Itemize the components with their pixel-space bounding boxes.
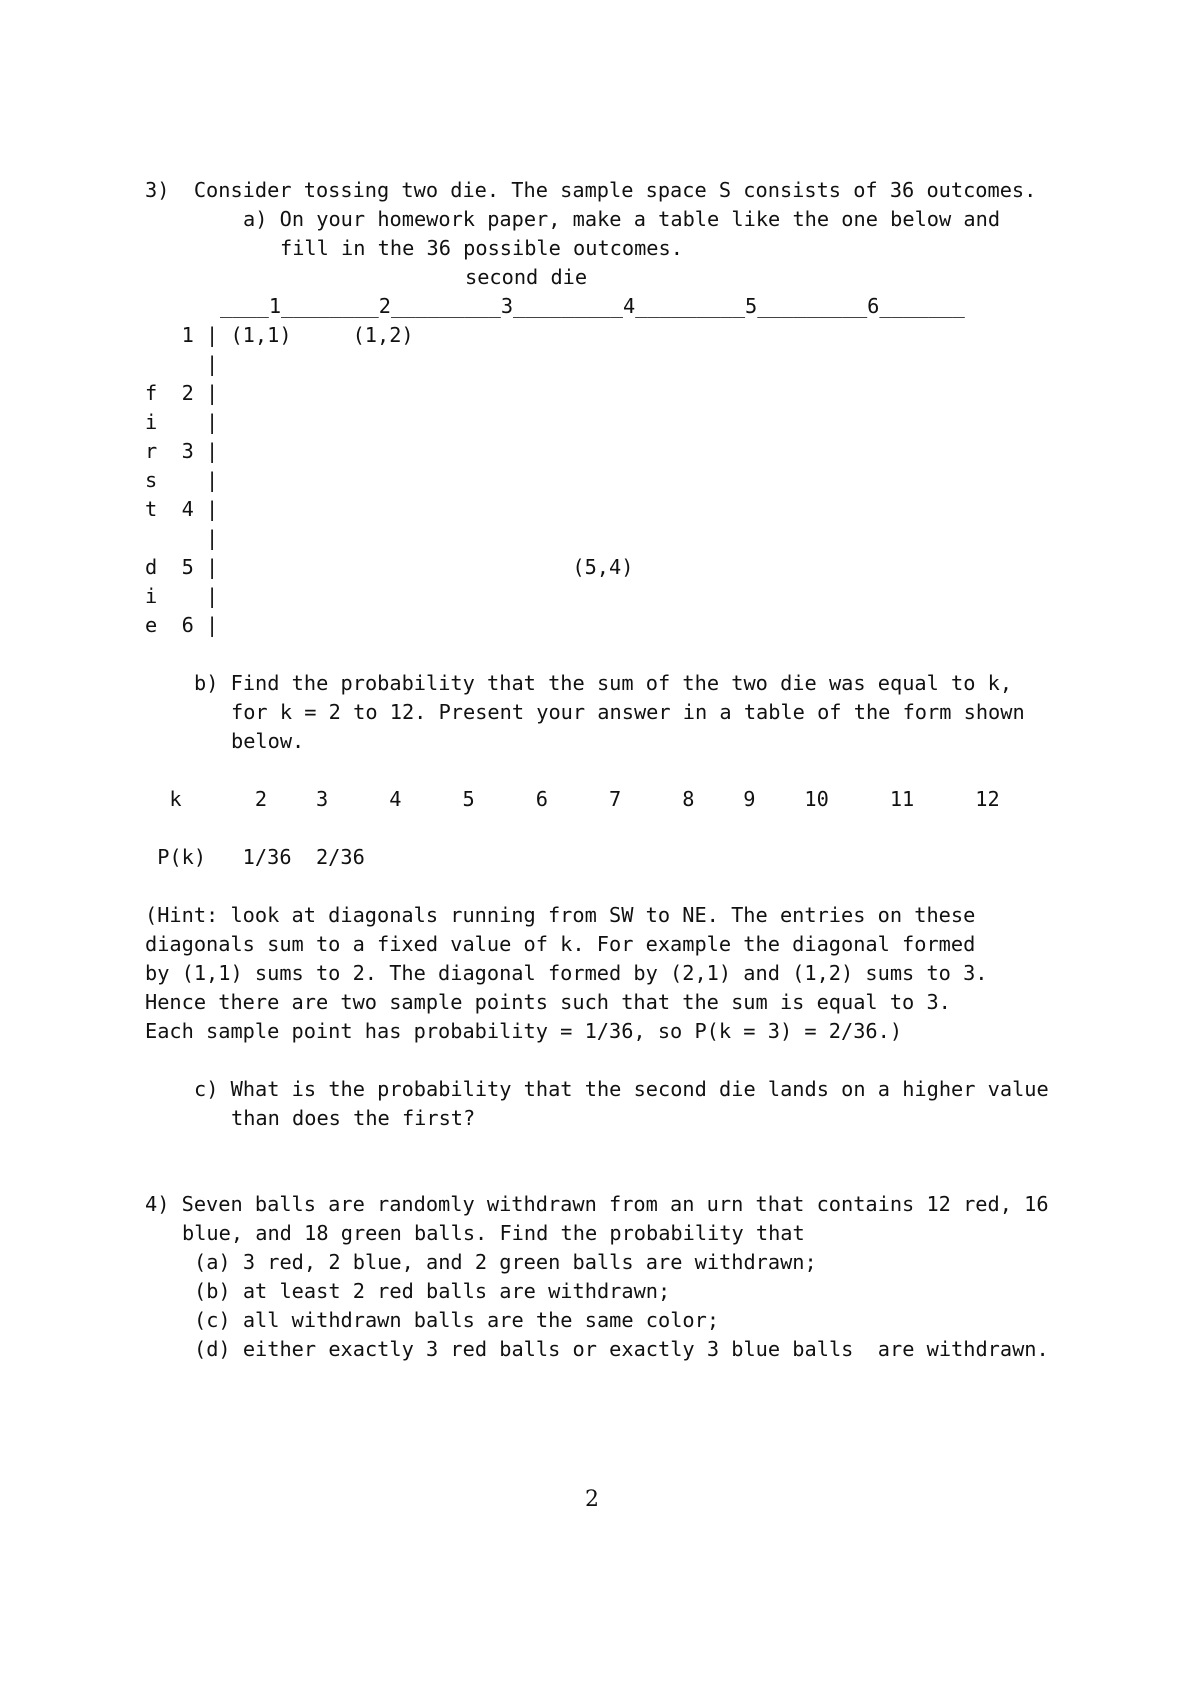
outcome-table-row: | bbox=[145, 526, 219, 550]
problem-3b-line-3: below. bbox=[231, 729, 305, 753]
outcome-table-row: d 5 | (5,4) bbox=[145, 555, 634, 579]
hint-line: by (1,1) sums to 2. The diagonal formed by (2,1) and (1,2) sums to 3. bbox=[145, 961, 988, 985]
problem-4-line-2: blue, and 18 green balls. Find the probability that bbox=[182, 1221, 805, 1245]
problem-3a-line-1: a) On your homework paper, make a table like the one below and bbox=[243, 207, 1001, 231]
outcome-table-header-label: second die bbox=[465, 265, 588, 289]
problem-4-item-a: (a) 3 red, 2 blue, and 2 green balls are withdrawn; bbox=[194, 1250, 817, 1274]
hint-line: diagonals sum to a fixed value of k. For example the diagonal formed bbox=[145, 932, 976, 956]
outcome-table-row: t 4 | bbox=[145, 497, 219, 521]
problem-4-line-1: 4) Seven balls are randomly withdrawn from an urn that contains 12 red, 16 bbox=[145, 1192, 1049, 1216]
hint-line: Each sample point has probability = 1/36, so P(k = 3) = 2/36.) bbox=[145, 1019, 903, 1043]
problem-4-item-b: (b) at least 2 red balls are withdrawn; bbox=[194, 1279, 671, 1303]
outcome-table-row: f 2 | bbox=[145, 381, 219, 405]
outcome-table-row: e 6 | bbox=[145, 613, 219, 637]
problem-3c-line-1: c) What is the probability that the second die lands on a higher value bbox=[194, 1077, 1049, 1101]
problem-3-intro: 3) Consider tossing two die. The sample space S consists of 36 outcomes. bbox=[145, 178, 1037, 202]
problem-3a-line-2: fill in the 36 possible outcomes. bbox=[280, 236, 683, 260]
k-table-k-row: k 2 3 4 5 6 7 8 9 10 11 12 bbox=[145, 787, 1000, 811]
problem-3b-line-1: b) Find the probability that the sum of the two die was equal to k, bbox=[194, 671, 1013, 695]
problem-4-item-c: (c) all withdrawn balls are the same color; bbox=[194, 1308, 720, 1332]
problem-3b-line-2: for k = 2 to 12. Present your answer in a table of the form shown bbox=[231, 700, 1025, 724]
problem-4-item-d: (d) either exactly 3 red balls or exactly 3 blue balls are withdrawn. bbox=[194, 1337, 1049, 1361]
outcome-table-row: 1 | (1,1) (1,2) bbox=[145, 323, 414, 347]
problem-3c-line-2: than does the first? bbox=[231, 1106, 476, 1130]
outcome-table-row: i | bbox=[145, 584, 219, 608]
outcome-table-row: | bbox=[145, 352, 219, 376]
outcome-table-row: r 3 | bbox=[145, 439, 219, 463]
page-number: 2 bbox=[585, 1487, 599, 1512]
outcome-table-row: s | bbox=[145, 468, 219, 492]
outcome-table-header-axis: ____1________2_________3_________4_________5_________6_______ bbox=[220, 294, 965, 318]
hint-line: (Hint: look at diagonals running from SW to NE. The entries on these bbox=[145, 903, 976, 927]
outcome-table-row: i | bbox=[145, 410, 219, 434]
k-table-p-row: P(k) 1/36 2/36 bbox=[145, 845, 365, 869]
hint-line: Hence there are two sample points such that the sum is equal to 3. bbox=[145, 990, 951, 1014]
